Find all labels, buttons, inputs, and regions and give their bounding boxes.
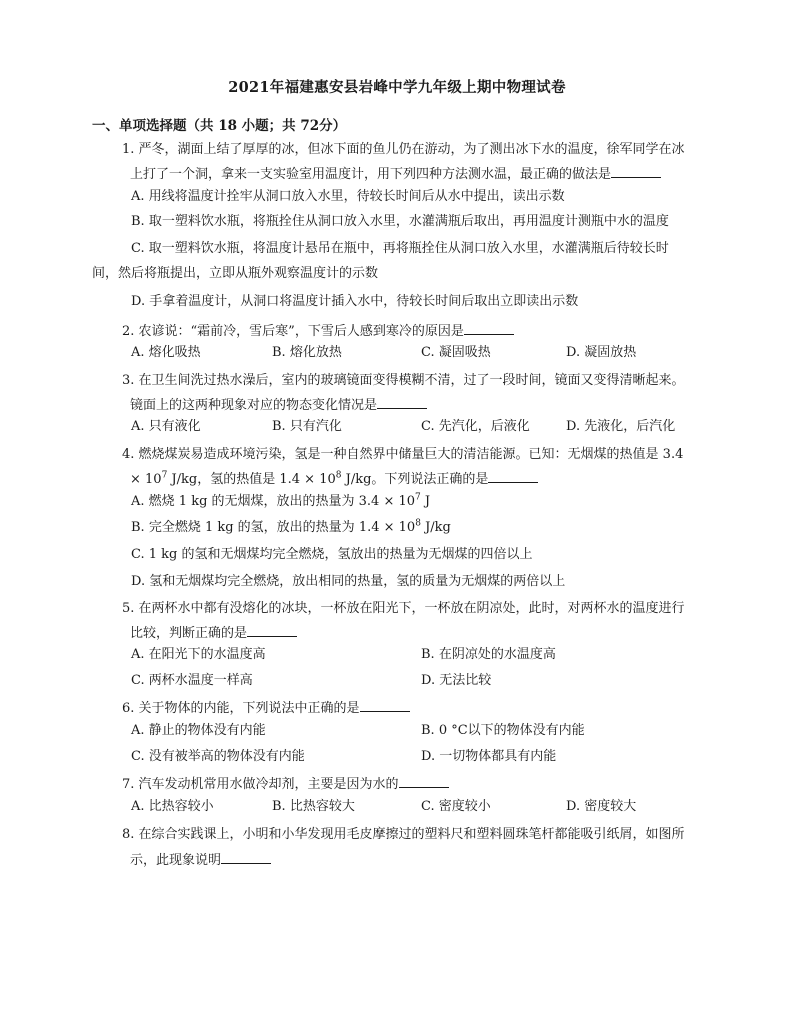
q4-option-b-unit: J/kg bbox=[420, 520, 451, 535]
q4-option-c: C. 1 kg 的氢和无烟煤均完全燃烧，氢放出的热量为无烟煤的四倍以上 bbox=[131, 547, 533, 562]
q1-option-c-line1: C. 取一塑料饮水瓶，将温度计悬吊在瓶中，再将瓶拴住从洞口放入水里，水灌满瓶后待较长时 bbox=[131, 241, 669, 256]
q2-option-c: C. 凝固吸热 bbox=[421, 345, 491, 360]
q6-option-a: A. 静止的物体没有内能 bbox=[131, 723, 266, 738]
q4-option-d: D. 氢和无烟煤均完全燃烧，放出相同的热量，氢的质量为无烟煤的两倍以上 bbox=[131, 574, 566, 589]
q1-option-c-line2: 间，然后将瓶提出，立即从瓶外观察温度计的示数 bbox=[92, 266, 379, 281]
q4-option-a-text: A. 燃烧 1 kg 的无烟煤，放出的热量为 3.4 × 10 bbox=[131, 494, 416, 509]
q2-stem-text: 2. 农谚说：“霜前冷，雪后寒”，下雪后人感到寒冷的原因是 bbox=[122, 324, 464, 339]
q3-option-b: B. 只有汽化 bbox=[272, 419, 342, 434]
q1-option-d: D. 手拿着温度计，从洞口将温度计插入水中，待较长时间后取出立即读出示数 bbox=[131, 294, 579, 309]
q4-exponent-2: 8 bbox=[335, 470, 342, 481]
q7-option-b: B. 比热容较大 bbox=[272, 799, 355, 814]
q7-stem-text: 7. 汽车发动机常用水做冷却剂，主要是因为水的 bbox=[122, 777, 399, 792]
q6-stem bbox=[122, 698, 410, 718]
exam-title: 2021年福建惠安县岩峰中学九年级上期中物理试卷 bbox=[228, 79, 566, 96]
q3-stem-text: 镜面上的这两种现象对应的物态变化情况是 bbox=[130, 398, 378, 413]
q3-option-c: C. 先汽化，后液化 bbox=[421, 419, 530, 434]
q6-option-c: C. 没有被举高的物体没有内能 bbox=[131, 749, 305, 764]
q8-answer-blank bbox=[221, 850, 271, 864]
section-heading: 一、单项选择题（共 18 小题；共 72分） bbox=[92, 118, 347, 134]
q6-option-b: B. 0 °C以下的物体没有内能 bbox=[421, 723, 585, 738]
q5-answer-blank bbox=[247, 623, 297, 637]
q1-option-a: A. 用线将温度计拴牢从洞口放入水里，待较长时间后从水中提出，读出示数 bbox=[131, 189, 565, 204]
q6-stem-text: 6. 关于物体的内能，下列说法中正确的是 bbox=[122, 701, 360, 716]
q4-stem-line1: 4. 燃烧煤炭易造成环境污染，氢是一种自然界中储量巨大的清洁能源。已知：无烟煤的热值是 3.4 bbox=[122, 447, 684, 462]
q4-option-a bbox=[131, 493, 430, 511]
q5-stem-line2 bbox=[130, 623, 297, 643]
q2-option-a: A. 熔化吸热 bbox=[131, 345, 201, 360]
q8-stem-line2 bbox=[130, 850, 271, 870]
q3-option-d: D. 先液化，后汽化 bbox=[566, 419, 676, 434]
q4-exponent-1: 7 bbox=[161, 470, 168, 481]
q4-option-b bbox=[131, 519, 451, 537]
q4-option-b-exponent: 8 bbox=[415, 518, 421, 529]
q4-text-a: × 10 bbox=[130, 472, 162, 487]
q2-answer-blank bbox=[464, 321, 514, 335]
q6-option-d: D. 一切物体都具有内能 bbox=[421, 749, 557, 764]
q4-option-a-unit: J bbox=[420, 494, 431, 509]
q5-stem-text: 比较，判断正确的是 bbox=[130, 626, 248, 641]
q7-option-a: A. 比热容较小 bbox=[131, 799, 214, 814]
q7-option-d: D. 密度较大 bbox=[566, 799, 637, 814]
q1-stem-text: 上打了一个洞，拿来一支实验室用温度计，用下列四种方法测水温，最正确的做法是 bbox=[130, 167, 612, 182]
q5-option-d: D. 无法比较 bbox=[421, 673, 492, 688]
q4-option-b-text: B. 完全燃烧 1 kg 的氢，放出的热量为 1.4 × 10 bbox=[131, 520, 416, 535]
q4-text-c: J/kg。下列说法正确的是 bbox=[341, 472, 489, 487]
q1-stem-line2 bbox=[130, 164, 661, 184]
q7-answer-blank bbox=[399, 774, 449, 788]
q5-option-c: C. 两杯水温度一样高 bbox=[131, 673, 253, 688]
q4-answer-blank bbox=[488, 469, 538, 483]
q4-text-b: J/kg，氢的热值是 1.4 × 10 bbox=[167, 472, 336, 487]
q7-stem bbox=[122, 774, 449, 794]
q7-option-c: C. 密度较小 bbox=[421, 799, 491, 814]
q1-option-b: B. 取一塑料饮水瓶，将瓶拴住从洞口放入水里，水灌满瓶后取出，再用温度计测瓶中水的温度 bbox=[131, 214, 669, 229]
q5-option-a: A. 在阳光下的水温度高 bbox=[131, 647, 266, 662]
q4-stem-line2 bbox=[130, 469, 538, 489]
q3-stem-line2 bbox=[130, 395, 427, 415]
q6-answer-blank bbox=[360, 698, 410, 712]
q5-option-b: B. 在阴凉处的水温度高 bbox=[421, 647, 556, 662]
q8-stem-line1: 8. 在综合实践课上，小明和小华发现用毛皮摩擦过的塑料尺和塑料圆珠笔杆都能吸引纸屑，如图所 bbox=[122, 827, 685, 842]
q2-option-b: B. 熔化放热 bbox=[272, 345, 342, 360]
q2-option-d: D. 凝固放热 bbox=[566, 345, 637, 360]
q1-answer-blank bbox=[611, 164, 661, 178]
q3-answer-blank bbox=[377, 395, 427, 409]
q8-stem-text: 示，此现象说明 bbox=[130, 853, 222, 868]
q4-option-a-exponent: 7 bbox=[415, 492, 421, 503]
q2-stem bbox=[122, 321, 514, 341]
q3-option-a: A. 只有液化 bbox=[131, 419, 201, 434]
q3-stem-line1: 3. 在卫生间洗过热水澡后，室内的玻璃镜面变得模糊不清，过了一段时间，镜面又变得清晰起来。 bbox=[122, 373, 685, 388]
q1-stem-line1: 1. 严冬，湖面上结了厚厚的冰，但冰下面的鱼儿仍在游动，为了测出冰下水的温度，徐军同学在冰 bbox=[122, 142, 685, 157]
q5-stem-line1: 5. 在两杯水中都有没熔化的冰块，一杯放在阳光下，一杯放在阴凉处，此时，对两杯水的温度进行 bbox=[122, 601, 685, 616]
